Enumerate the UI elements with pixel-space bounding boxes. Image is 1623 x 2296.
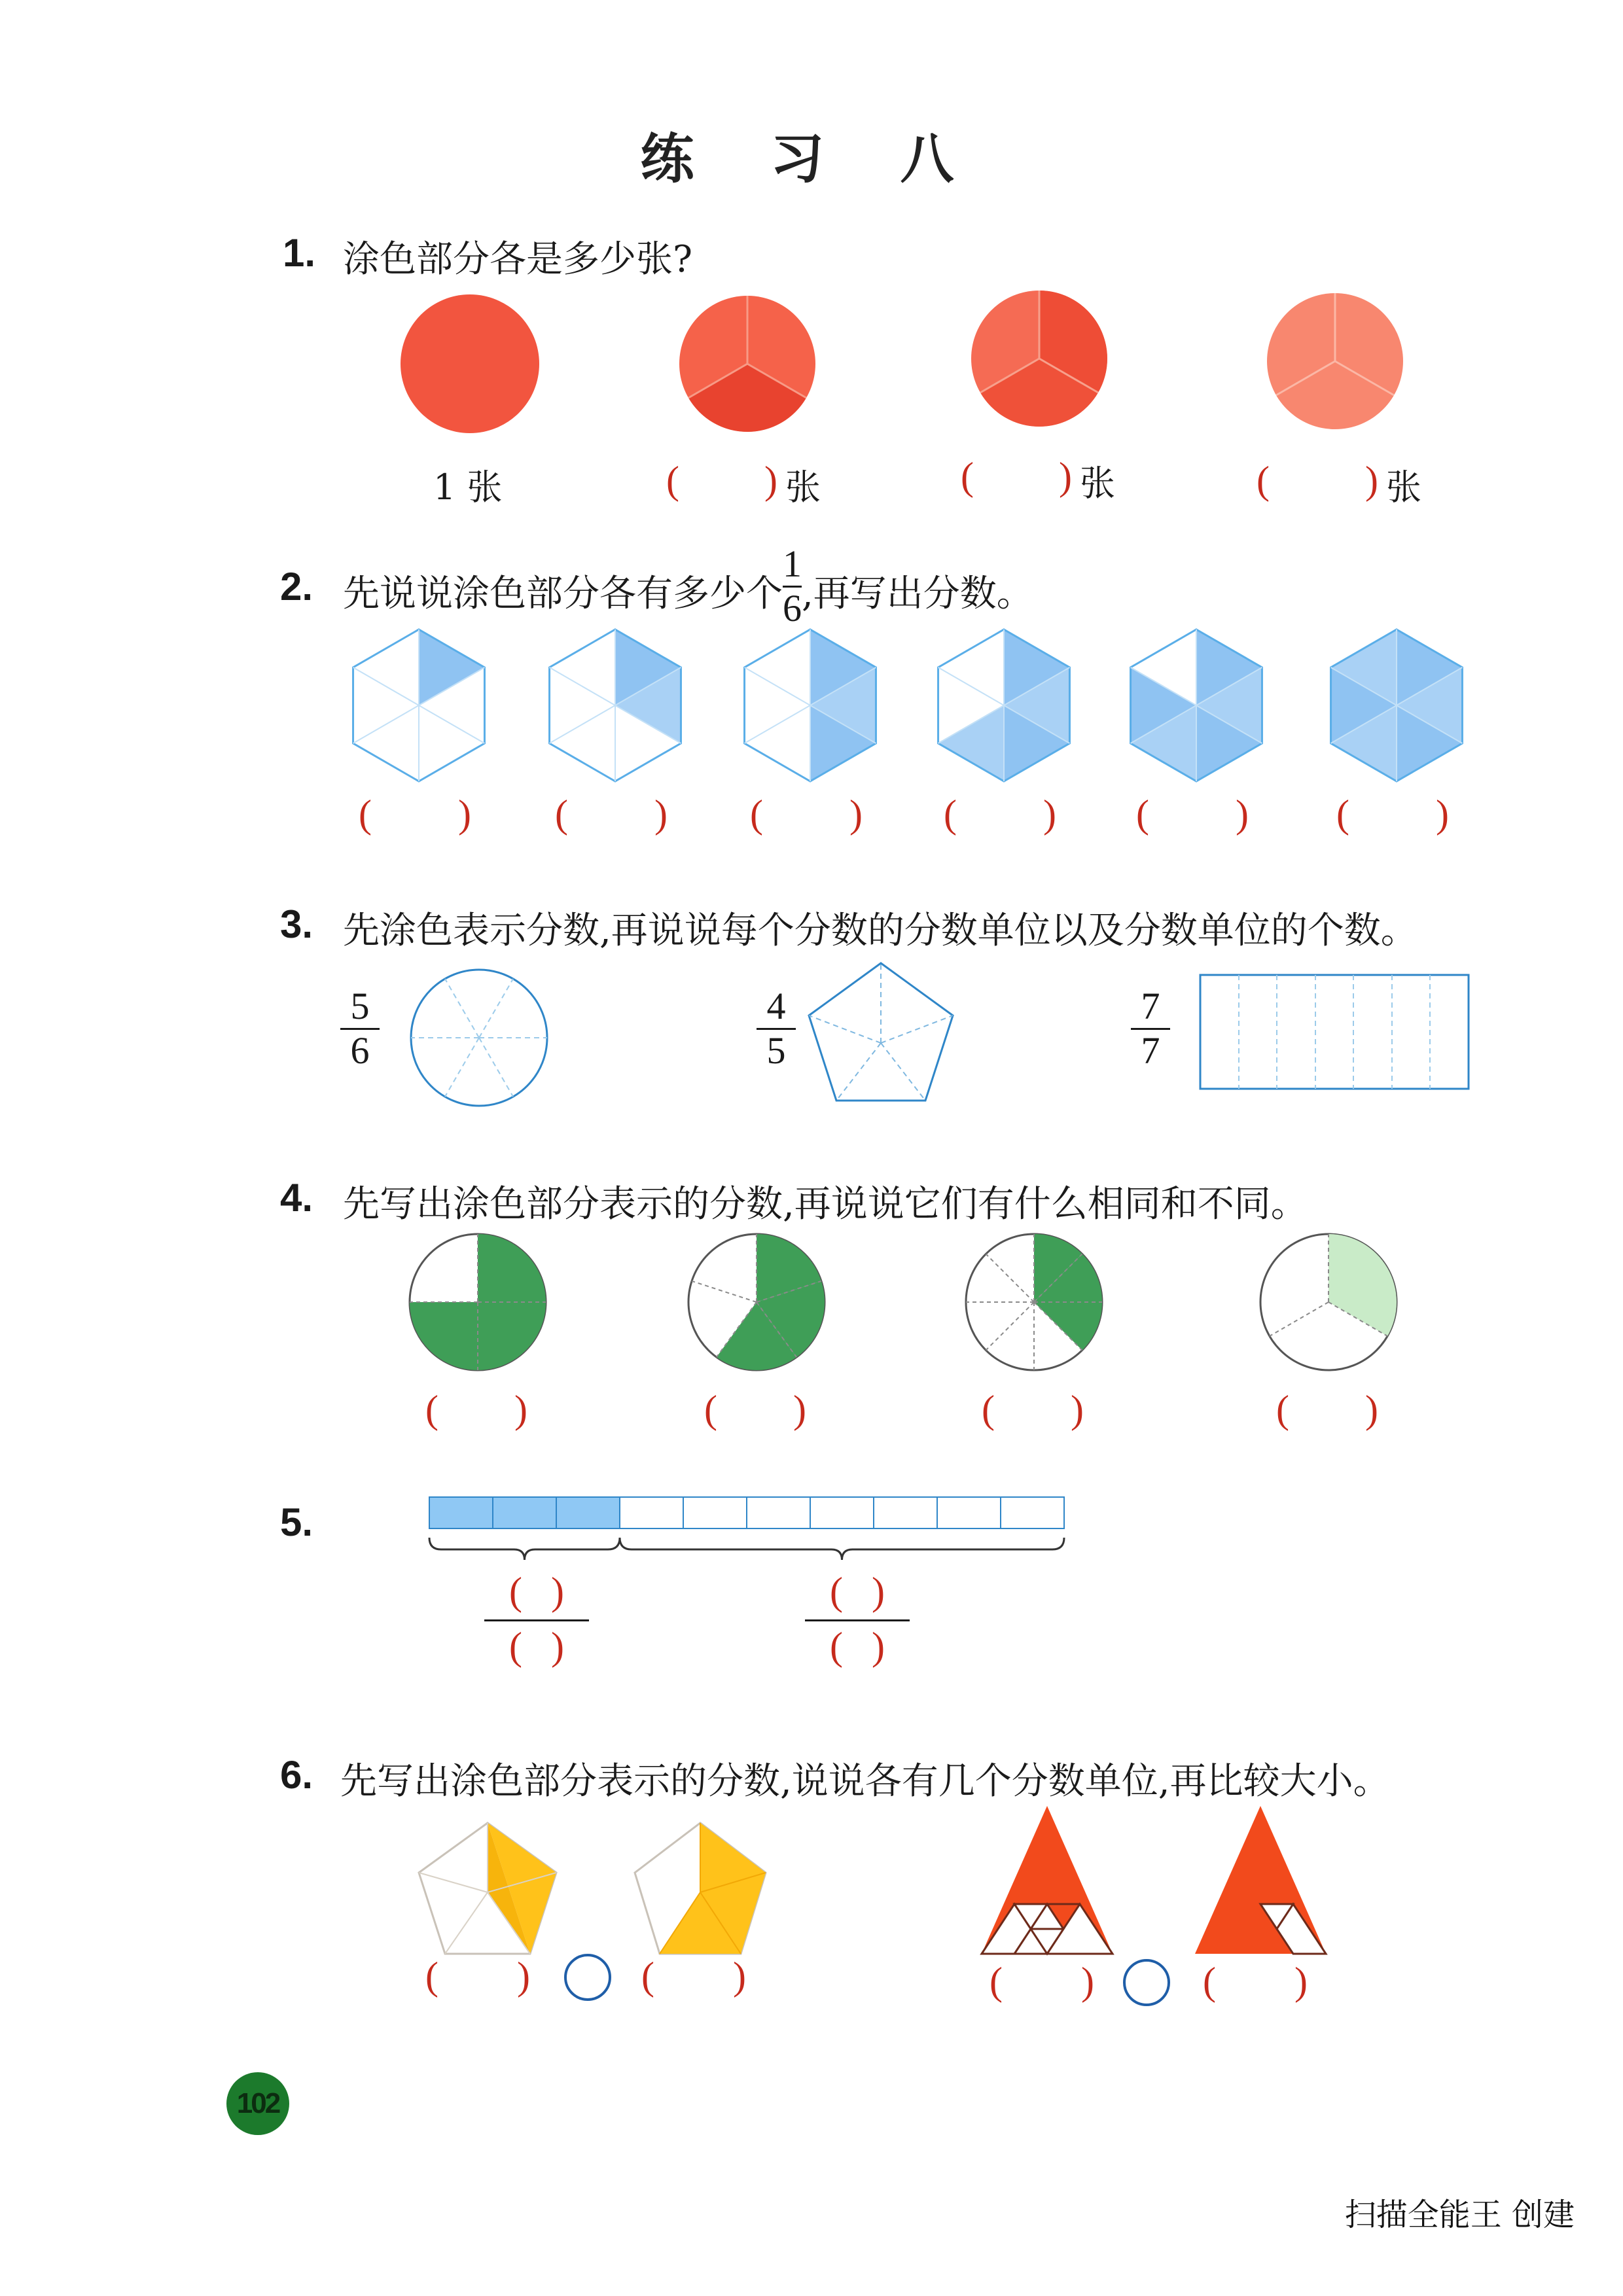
q5-number: 5. xyxy=(280,1500,313,1544)
q1-answer-2-close: ) xyxy=(764,459,777,502)
q2-answer-1-close[interactable]: ) xyxy=(458,792,471,836)
q1-answer-3-open: ( xyxy=(961,455,974,498)
q6-compare-circle-1 xyxy=(565,1955,610,2000)
q2-frac-den: 6 xyxy=(783,586,802,629)
q2-answer-4-open[interactable]: ( xyxy=(944,792,957,836)
q4-answer-3-open[interactable]: ( xyxy=(982,1388,995,1431)
q4-answer-3-close[interactable]: ) xyxy=(1071,1388,1084,1431)
q3-frac2-den: 5 xyxy=(766,1029,786,1072)
q4-number: 4. xyxy=(280,1176,313,1220)
q3-frac2-num: 4 xyxy=(766,985,786,1027)
q2-answer-6-close[interactable]: ) xyxy=(1436,792,1449,836)
q2-answer-3-close[interactable]: ) xyxy=(849,792,863,836)
q1-answer-4-close: ) xyxy=(1365,459,1378,502)
q5-left-den-close: ) xyxy=(551,1625,564,1668)
q6-answer-4-close[interactable]: ) xyxy=(1294,1960,1308,2003)
q6-pentagon-2 xyxy=(635,1823,766,1954)
q1-unit-3: 张 xyxy=(1080,463,1115,504)
q2-answer-3-open[interactable]: ( xyxy=(750,792,763,836)
page-number: 102 xyxy=(226,2072,289,2135)
q6-answer-4-open[interactable]: ( xyxy=(1203,1960,1216,2003)
q6-answer-2-close[interactable]: ) xyxy=(733,1954,746,1998)
q6-compare-circle-2 xyxy=(1124,1960,1169,2005)
q2-answer-4-close[interactable]: ) xyxy=(1043,792,1056,836)
q2-frac-num: 1 xyxy=(783,542,802,585)
q1-number: 1. xyxy=(283,231,316,275)
q3-frac3-den: 7 xyxy=(1141,1029,1160,1072)
q4-answer-4-open[interactable]: ( xyxy=(1276,1388,1289,1431)
q3-text: 先涂色表示分数,再说说每个分数的分数单位以及分数单位的个数。 xyxy=(343,910,1418,952)
q4-answer-2-open[interactable]: ( xyxy=(704,1388,717,1431)
q1-text: 涂色部分各是多少张? xyxy=(343,238,693,281)
q1-answer-3-close: ) xyxy=(1059,455,1072,498)
q5-right-den-open: ( xyxy=(830,1625,843,1668)
q3-frac1-num: 5 xyxy=(350,985,370,1027)
q2-answer-6-open[interactable]: ( xyxy=(1336,792,1349,836)
footer-watermark: 扫描全能王 创建 xyxy=(1344,2197,1575,2233)
q5-left-den-open: ( xyxy=(509,1625,522,1668)
q4-answer-4-close[interactable]: ) xyxy=(1365,1388,1378,1431)
q4-answer-1-open[interactable]: ( xyxy=(425,1388,438,1431)
q6-pentagon-1 xyxy=(419,1823,556,1954)
q6-answer-1-close[interactable]: ) xyxy=(517,1954,530,1998)
q1-answer-2-open: ( xyxy=(666,459,679,502)
q2-answer-2-close[interactable]: ) xyxy=(654,792,668,836)
q2-answer-2-open[interactable]: ( xyxy=(555,792,568,836)
q5-left-num-open: ( xyxy=(509,1570,522,1613)
page-title: 练 习 八 xyxy=(640,128,983,190)
q1-answer-4-open: ( xyxy=(1257,459,1270,502)
q2-answer-5-close[interactable]: ) xyxy=(1236,792,1249,836)
q4-answer-2-close[interactable]: ) xyxy=(793,1388,806,1431)
q6-triangle-2 xyxy=(1195,1806,1326,1954)
q2-answer-5-open[interactable]: ( xyxy=(1136,792,1149,836)
q1-unit-4: 张 xyxy=(1386,467,1421,508)
q6-text: 先写出涂色部分表示的分数,说说各有几个分数单位,再比较大小。 xyxy=(340,1760,1390,1803)
q5-left-num-close: ) xyxy=(551,1570,564,1613)
q6-answer-3-close[interactable]: ) xyxy=(1081,1960,1094,2003)
q3-frac3-num: 7 xyxy=(1141,985,1160,1027)
q1-unit-2: 张 xyxy=(785,467,821,508)
q5-right-den-close: ) xyxy=(872,1625,885,1668)
q2-answer-1-open[interactable]: ( xyxy=(359,792,372,836)
q6-answer-1-open[interactable]: ( xyxy=(425,1954,438,1998)
q4-text: 先写出涂色部分表示的分数,再说说它们有什么相同和不同。 xyxy=(343,1183,1308,1226)
q2-number: 2. xyxy=(280,565,313,609)
q3-frac1-den: 6 xyxy=(350,1029,370,1072)
q6-number: 6. xyxy=(280,1753,313,1797)
q6-answer-2-open[interactable]: ( xyxy=(641,1954,654,1998)
q5-right-num-open: ( xyxy=(830,1570,843,1613)
q4-answer-1-close[interactable]: ) xyxy=(514,1388,527,1431)
q3-number: 3. xyxy=(280,902,313,946)
q6-answer-3-open[interactable]: ( xyxy=(990,1960,1003,2003)
q6-triangle-1 xyxy=(982,1806,1113,1954)
q2-text-before: 先说说涂色部分各有多少个 xyxy=(343,572,783,615)
q2-text-after: ,再写出分数。 xyxy=(802,572,1033,615)
q5-right-num-close: ) xyxy=(872,1570,885,1613)
q1-label-1: 1 张 xyxy=(433,467,503,508)
